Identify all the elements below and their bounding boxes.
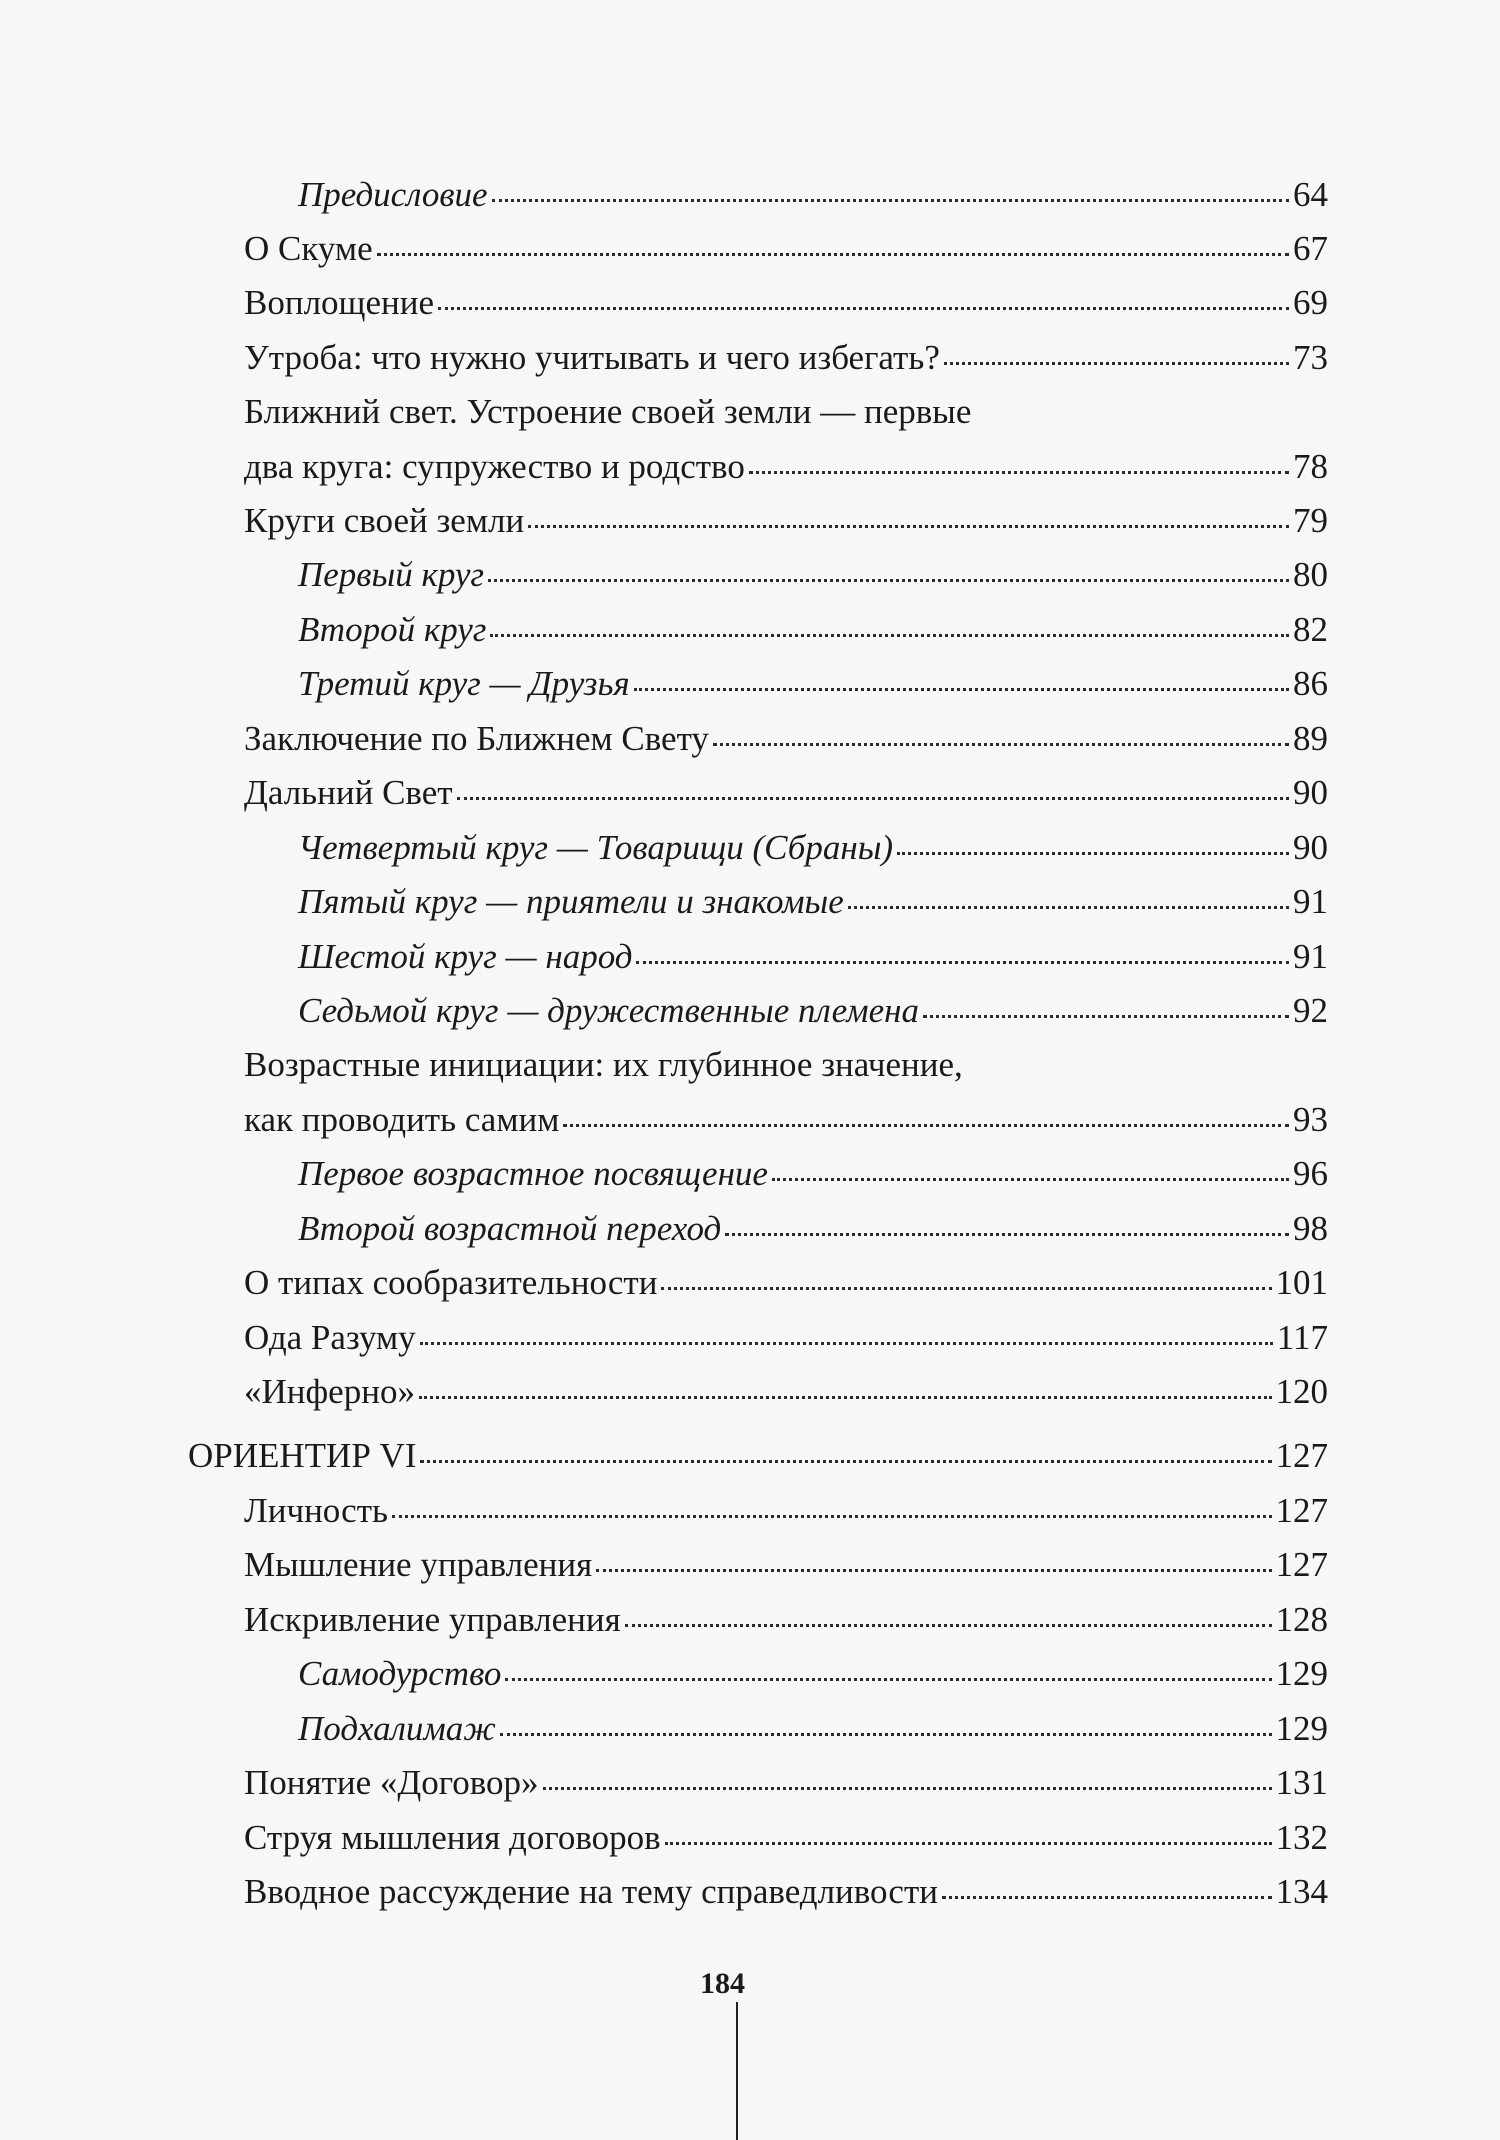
dot-leader	[944, 362, 1289, 365]
toc-entry-title: Заключение по Ближнем Свету	[244, 719, 709, 758]
toc-entry	[298, 993, 1328, 1028]
toc-entry-title-line1: Возрастные инициации: их глубинное значение,	[244, 1045, 963, 1084]
dot-leader	[563, 1124, 1289, 1127]
toc-entry-page: 86	[1293, 664, 1328, 703]
toc-entry	[244, 285, 1328, 320]
toc-entry	[188, 1438, 1328, 1473]
dot-leader	[500, 1733, 1272, 1736]
dot-leader	[419, 1396, 1272, 1399]
dot-leader	[420, 1342, 1273, 1345]
dot-leader	[923, 1015, 1289, 1018]
toc-entry-title: Вводное рассуждение на тему справедливости	[244, 1872, 938, 1911]
toc-entry-title: Круги своей земли	[244, 501, 525, 540]
toc-entry-page: 80	[1293, 555, 1328, 594]
toc-entry	[298, 612, 1328, 647]
dot-leader	[942, 1896, 1272, 1899]
toc-entry	[298, 1211, 1328, 1246]
dot-leader	[492, 199, 1289, 202]
toc-entry-title: Самодурство	[298, 1654, 502, 1693]
toc-entry	[244, 449, 1328, 484]
toc-entry-title: Дальний Свет	[244, 773, 453, 812]
toc-entry-title: Струя мышления договоров	[244, 1818, 661, 1857]
toc-entry	[244, 340, 1328, 375]
toc-entry-title: Искривление управления	[244, 1600, 621, 1639]
dot-leader	[438, 307, 1289, 310]
toc-entry-title: Седьмой круг — дружественные племена	[298, 991, 920, 1030]
toc-entry	[298, 177, 1328, 212]
toc-entry-title: Пятый круг — приятели и знакомые	[298, 882, 844, 921]
toc-entry-title: Второй круг	[298, 610, 487, 649]
toc-entry-page: 91	[1293, 937, 1328, 976]
toc-entry-page: 127	[1275, 1491, 1328, 1530]
dot-leader	[457, 797, 1289, 800]
toc-entry	[298, 884, 1328, 919]
toc-entry	[244, 1820, 1328, 1855]
toc-entry-page: 117	[1276, 1318, 1328, 1357]
dot-leader	[897, 852, 1289, 855]
toc-entry-page: 79	[1293, 501, 1328, 540]
toc-entry-title: Второй возрастной переход	[298, 1209, 722, 1248]
toc-entry-title: Личность	[244, 1491, 388, 1530]
toc-entry-title: Первое возрастное посвящение	[298, 1154, 768, 1193]
dot-leader	[505, 1678, 1271, 1681]
toc-entry	[244, 231, 1328, 266]
toc-entry-page: 92	[1293, 991, 1328, 1030]
toc-entry-page: 82	[1293, 610, 1328, 649]
dot-leader	[848, 906, 1289, 909]
toc-entry	[244, 503, 1328, 538]
toc-entry-title: как проводить самим	[244, 1100, 560, 1139]
toc-entry-title: Первый круг	[298, 555, 485, 594]
toc-entry-page: 64	[1293, 175, 1328, 214]
toc-entry	[244, 1547, 1328, 1582]
toc-entry-page: 127	[1275, 1545, 1328, 1584]
toc-entry-page: 96	[1293, 1154, 1328, 1193]
dot-leader	[636, 961, 1289, 964]
dot-leader	[528, 525, 1289, 528]
toc-entry-title: Третий круг — Друзья	[298, 664, 630, 703]
toc-entry-page: 91	[1293, 882, 1328, 921]
dot-leader	[625, 1624, 1272, 1627]
toc-entry	[244, 775, 1328, 810]
toc-entry-page: 129	[1275, 1654, 1328, 1693]
dot-leader	[661, 1287, 1271, 1290]
toc-entry-page: 132	[1275, 1818, 1328, 1857]
toc-entry-page: 69	[1293, 283, 1328, 322]
toc-entry-title: Предисловие	[298, 175, 488, 214]
dot-leader	[488, 579, 1289, 582]
toc-entry-page: 93	[1293, 1100, 1328, 1139]
toc-entry-page: 78	[1293, 447, 1328, 486]
toc-entry	[244, 1493, 1328, 1528]
toc-entry	[244, 1374, 1328, 1409]
toc-entry-title: Утроба: что нужно учитывать и чего избегать?	[244, 338, 940, 377]
toc-entry-page: 129	[1275, 1709, 1328, 1748]
toc-entry-page: 90	[1293, 773, 1328, 812]
toc-entry	[298, 939, 1328, 974]
dot-leader	[713, 743, 1289, 746]
dot-leader	[725, 1233, 1289, 1236]
toc-entry-title: Воплощение	[244, 283, 435, 322]
toc-entry-page: 134	[1275, 1872, 1328, 1911]
toc-entry	[298, 1711, 1328, 1746]
toc-entry-title: Подхалимаж	[298, 1709, 496, 1748]
toc-entry-title: два круга: супружество и родство	[244, 447, 745, 486]
toc-section-title: ОРИЕНТИР VI	[188, 1436, 417, 1475]
toc-entry	[244, 1602, 1328, 1637]
toc-entry	[298, 666, 1328, 701]
toc-entry	[298, 1656, 1328, 1691]
toc-entry-title: Ода Разуму	[244, 1318, 416, 1357]
toc-entry-page: 89	[1293, 719, 1328, 758]
binding-fold-line	[736, 2002, 738, 2140]
dot-leader	[377, 253, 1289, 256]
toc-entry-page: 98	[1293, 1209, 1328, 1248]
toc-entry-title-line1: Ближний свет. Устроение своей земли — первые	[244, 392, 972, 431]
toc-entry	[298, 830, 1328, 865]
toc-entry-page: 120	[1275, 1372, 1328, 1411]
toc-entry	[298, 557, 1328, 592]
dot-leader	[772, 1178, 1289, 1181]
toc-entry-page: 90	[1293, 828, 1328, 867]
toc-entry-title: Мышление управления	[244, 1545, 593, 1584]
toc-entry-title: Понятие «Договор»	[244, 1763, 539, 1802]
toc-entry-title: О типах сообразительности	[244, 1263, 658, 1302]
toc-entry	[244, 1874, 1328, 1909]
toc-entry-title: Шестой круг — народ	[298, 937, 633, 976]
dot-leader	[420, 1460, 1271, 1463]
toc-entry	[244, 721, 1328, 756]
toc-entry-title: О Скуме	[244, 229, 373, 268]
toc-entry-title: «Инферно»	[244, 1372, 415, 1411]
toc-entry-page: 131	[1275, 1763, 1328, 1802]
toc-entry	[298, 1156, 1328, 1191]
dot-leader	[490, 634, 1289, 637]
toc-entry-page: 101	[1275, 1263, 1328, 1302]
toc-entry-title: Четвертый круг — Товарищи (Сбраны)	[298, 828, 894, 867]
toc-entry	[244, 1102, 1328, 1137]
dot-leader	[543, 1787, 1272, 1790]
dot-leader	[749, 471, 1289, 474]
toc-entry	[244, 1320, 1328, 1355]
toc-entry-page: 128	[1275, 1600, 1328, 1639]
toc-entry	[244, 1265, 1328, 1300]
dot-leader	[596, 1569, 1271, 1572]
dot-leader	[392, 1515, 1272, 1518]
dot-leader	[634, 688, 1289, 691]
page-number: 184	[700, 1967, 745, 2000]
toc-entry-page: 67	[1293, 229, 1328, 268]
toc-entry	[244, 1765, 1328, 1800]
toc-entry-page: 73	[1293, 338, 1328, 377]
toc-entry-page: 127	[1275, 1436, 1328, 1475]
dot-leader	[665, 1842, 1272, 1845]
